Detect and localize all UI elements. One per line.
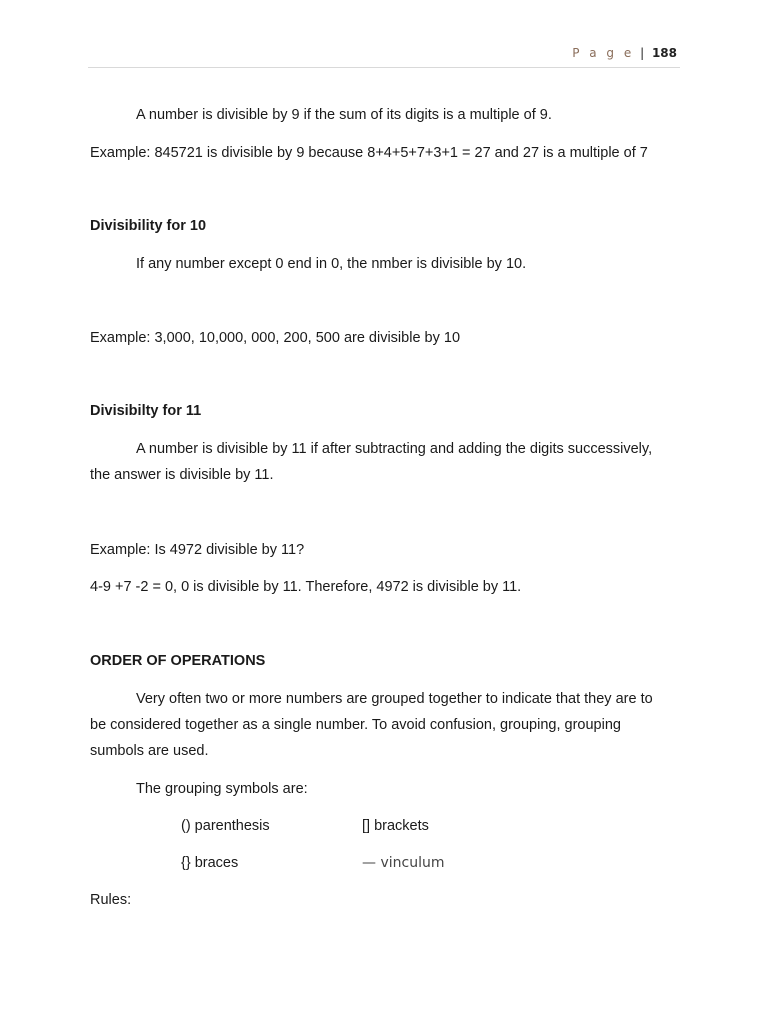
header-divider	[88, 67, 680, 68]
ops-paragraph-line1: Very often two or more numbers are grouped together to indicate that they are to	[136, 691, 653, 707]
div11-heading: Divisibilty for 11	[90, 403, 202, 419]
div11-solution: 4-9 +7 -2 = 0, 0 is divisible by 11. Therefore, 4972 is divisible by 11.	[90, 579, 522, 595]
symbol-brackets: [] brackets	[362, 818, 429, 834]
div9-rule: A number is divisible by 9 if the sum of its digits is a multiple of 9.	[136, 107, 552, 123]
div10-heading: Divisibility for 10	[90, 218, 207, 234]
ops-paragraph-line3: sumbols are used.	[90, 743, 209, 759]
div9-example: Example: 845721 is divisible by 9 because 8+4+5+7+3+1 = 27 and 27 is a multiple of 7	[90, 145, 648, 161]
div11-rule-line2: the answer is divisible by 11.	[90, 467, 274, 483]
symbol-parenthesis: () parenthesis	[181, 818, 270, 834]
div11-rule-line1: A number is divisible by 11 if after subtracting and adding the digits successively,	[136, 441, 653, 457]
div11-example: Example: Is 4972 divisible by 11?	[90, 542, 305, 558]
symbol-braces: {} braces	[181, 855, 239, 871]
rules-label: Rules:	[90, 892, 132, 908]
page-number: 188	[651, 46, 677, 60]
page-separator: |	[640, 46, 645, 60]
ops-paragraph-line2: be considered together as a single number. To avoid confusion, grouping, grouping	[90, 717, 621, 733]
grouping-symbols-intro: The grouping symbols are:	[136, 781, 308, 797]
div10-rule: If any number except 0 end in 0, the nmber is divisible by 10.	[136, 256, 527, 272]
order-of-operations-heading: ORDER OF OPERATIONS	[90, 653, 266, 669]
page-header	[572, 46, 677, 60]
symbol-vinculum: — vinculum	[362, 855, 445, 871]
page-label: P a g e	[572, 46, 635, 60]
div10-example: Example: 3,000, 10,000, 000, 200, 500 are divisible by 10	[90, 330, 461, 346]
